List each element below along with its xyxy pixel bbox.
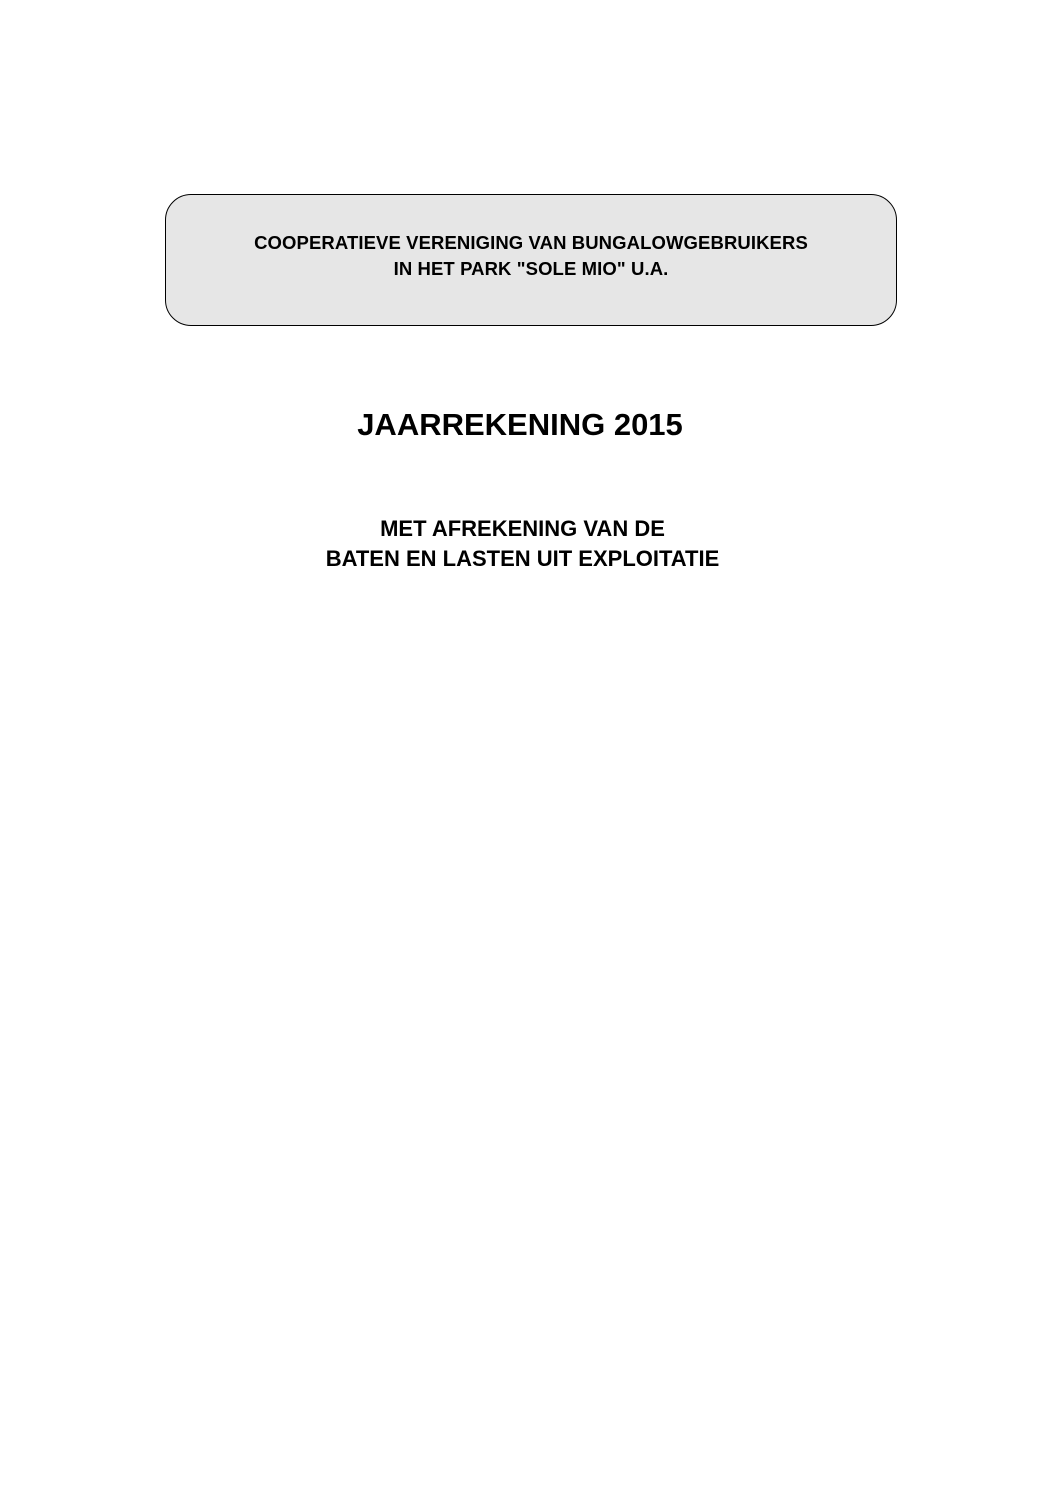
document-title: JAARREKENING 2015 <box>357 407 683 442</box>
organization-name-line-2: IN HET PARK "SOLE MIO" U.A. <box>393 258 669 279</box>
subtitle-line-2: BATEN EN LASTEN UIT EXPLOITATIE <box>325 546 720 571</box>
organization-name-line-1: COOPERATIEVE VERENIGING VAN BUNGALOWGEBRUIKERS <box>254 232 808 253</box>
organization-name-box <box>165 194 897 326</box>
subtitle-line-1: MET AFREKENING VAN DE <box>380 516 665 541</box>
